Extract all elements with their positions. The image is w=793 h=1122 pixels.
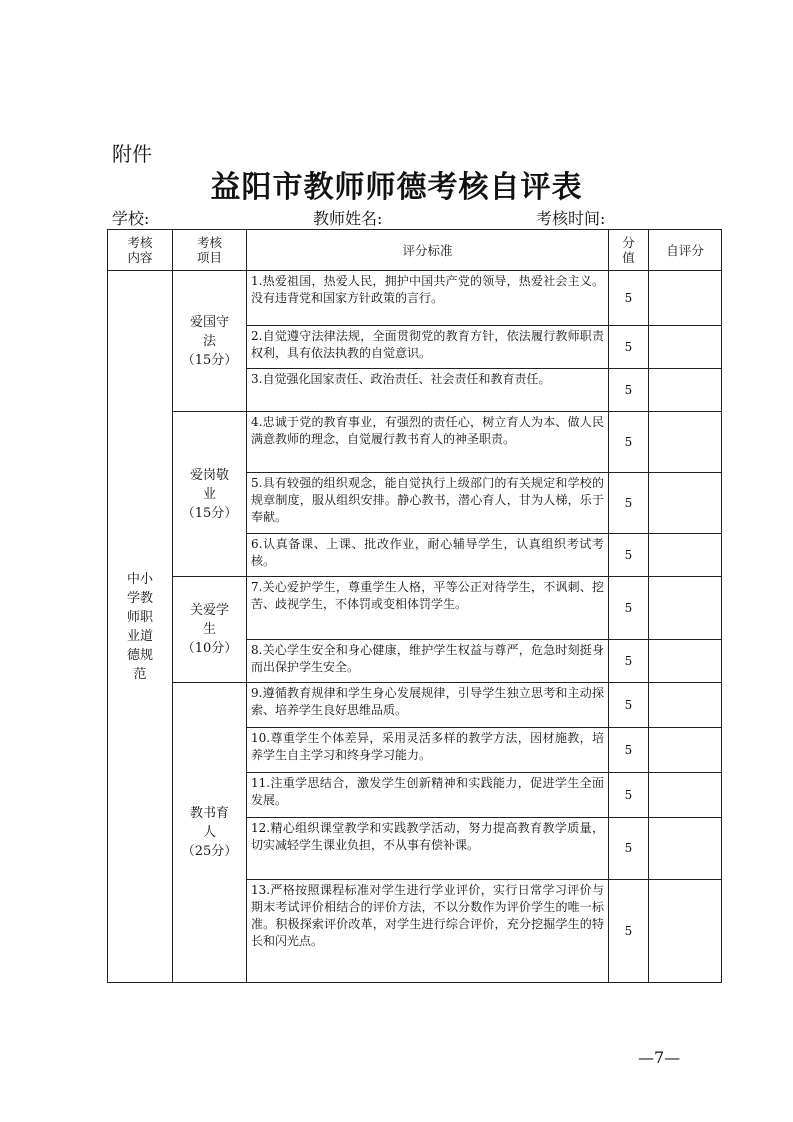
criteria-text: 4.忠诚于党的教育事业，有强烈的责任心，树立育人为本、做人民满意教师的理念，自觉履行教书育人的神圣职责。 — [247, 412, 609, 473]
header-score: 分值 — [609, 230, 649, 271]
header-content: 考核内容 — [108, 230, 173, 271]
self-score-cell[interactable] — [649, 412, 722, 473]
self-score-cell[interactable] — [649, 773, 722, 818]
header-item: 考核项目 — [173, 230, 247, 271]
score-value: 5 — [609, 683, 649, 728]
item-cell-dedication: 爱岗敬业 （15分） — [173, 412, 247, 577]
score-value: 5 — [609, 369, 649, 412]
criteria-text: 7.关心爱护学生，尊重学生人格，平等公正对待学生，不讽刺、挖苦、歧视学生，不体罚或变相体罚学生。 — [247, 577, 609, 640]
self-score-cell[interactable] — [649, 880, 722, 983]
self-score-cell[interactable] — [649, 818, 722, 880]
criteria-text: 11.注重学思结合，激发学生创新精神和实践能力，促进学生全面发展。 — [247, 773, 609, 818]
criteria-text: 5.具有较强的组织观念，能自觉执行上级部门的有关规定和学校的规章制度，服从组织安排。静心教书，潜心育人，甘为人梯，乐于奉献。 — [247, 473, 609, 534]
school-field-label: 学校: — [112, 209, 150, 228]
self-score-cell[interactable] — [649, 271, 722, 326]
criteria-text: 10.尊重学生个体差异，采用灵活多样的教学方法，因材施教，培养学生自主学习和终身学习能力。 — [247, 728, 609, 773]
header-self-score: 自评分 — [649, 230, 722, 271]
self-score-cell[interactable] — [649, 473, 722, 534]
self-score-cell[interactable] — [649, 728, 722, 773]
score-value: 5 — [609, 640, 649, 683]
self-score-cell[interactable] — [649, 369, 722, 412]
document-title: 益阳市教师师德考核自评表 — [210, 170, 583, 205]
criteria-text: 6.认真备课、上课、批改作业，耐心辅导学生，认真组织考试考核。 — [247, 534, 609, 577]
header-criteria: 评分标准 — [247, 230, 609, 271]
assessment-time-field-label: 考核时间: — [536, 209, 606, 228]
criteria-text: 1.热爱祖国，热爱人民，拥护中国共产党的领导，热爱社会主义。没有违背党和国家方针政策的言行。 — [247, 271, 609, 326]
self-score-cell[interactable] — [649, 534, 722, 577]
self-score-cell[interactable] — [649, 640, 722, 683]
criteria-text: 8.关心学生安全和身心健康，维护学生权益与尊严，危急时刻挺身而出保护学生安全。 — [247, 640, 609, 683]
criteria-text: 12.精心组织课堂教学和实践教学活动，努力提高教育教学质量，切实减轻学生课业负担，不从事有偿补课。 — [247, 818, 609, 880]
score-value: 5 — [609, 577, 649, 640]
page-number: —7— — [638, 1048, 681, 1067]
criteria-text: 2.自觉遵守法律法规，全面贯彻党的教育方针，依法履行教师职责权利，具有依法执教的自觉意识。 — [247, 326, 609, 369]
score-value: 5 — [609, 473, 649, 534]
score-value: 5 — [609, 728, 649, 773]
attachment-label: 附件 — [112, 142, 152, 166]
score-value: 5 — [609, 818, 649, 880]
item-cell-care-for-students: 关爱学生 （10分） — [173, 577, 247, 683]
self-score-cell[interactable] — [649, 326, 722, 369]
assessment-content-cell: 中小学教师职业道德规范 — [108, 271, 173, 983]
self-score-cell[interactable] — [649, 577, 722, 640]
table-header-row — [108, 230, 722, 271]
table-row — [108, 271, 722, 326]
item-cell-patriotism: 爱国守法 （15分） — [173, 271, 247, 412]
teacher-name-field-label: 教师姓名: — [313, 209, 383, 228]
score-value: 5 — [609, 534, 649, 577]
table-row — [108, 683, 722, 728]
self-score-cell[interactable] — [649, 683, 722, 728]
self-evaluation-table — [107, 229, 722, 983]
criteria-text: 3.自觉强化国家责任、政治责任、社会责任和教育责任。 — [247, 369, 609, 412]
criteria-text: 9.遵循教育规律和学生身心发展规律，引导学生独立思考和主动探索、培养学生良好思维品质。 — [247, 683, 609, 728]
criteria-text: 13.严格按照课程标准对学生进行学业评价，实行日常学习评价与期末考试评价相结合的评价方法，不以分数作为评价学生的唯一标准。积极探索评价改革，对学生进行综合评价，充分挖掘学生的特长和闪光点。 — [247, 880, 609, 983]
score-value: 5 — [609, 880, 649, 983]
table-row — [108, 412, 722, 473]
score-value: 5 — [609, 412, 649, 473]
table-row — [108, 577, 722, 640]
score-value: 5 — [609, 326, 649, 369]
score-value: 5 — [609, 271, 649, 326]
item-cell-teaching: 教书育人 （25分） — [173, 683, 247, 983]
score-value: 5 — [609, 773, 649, 818]
